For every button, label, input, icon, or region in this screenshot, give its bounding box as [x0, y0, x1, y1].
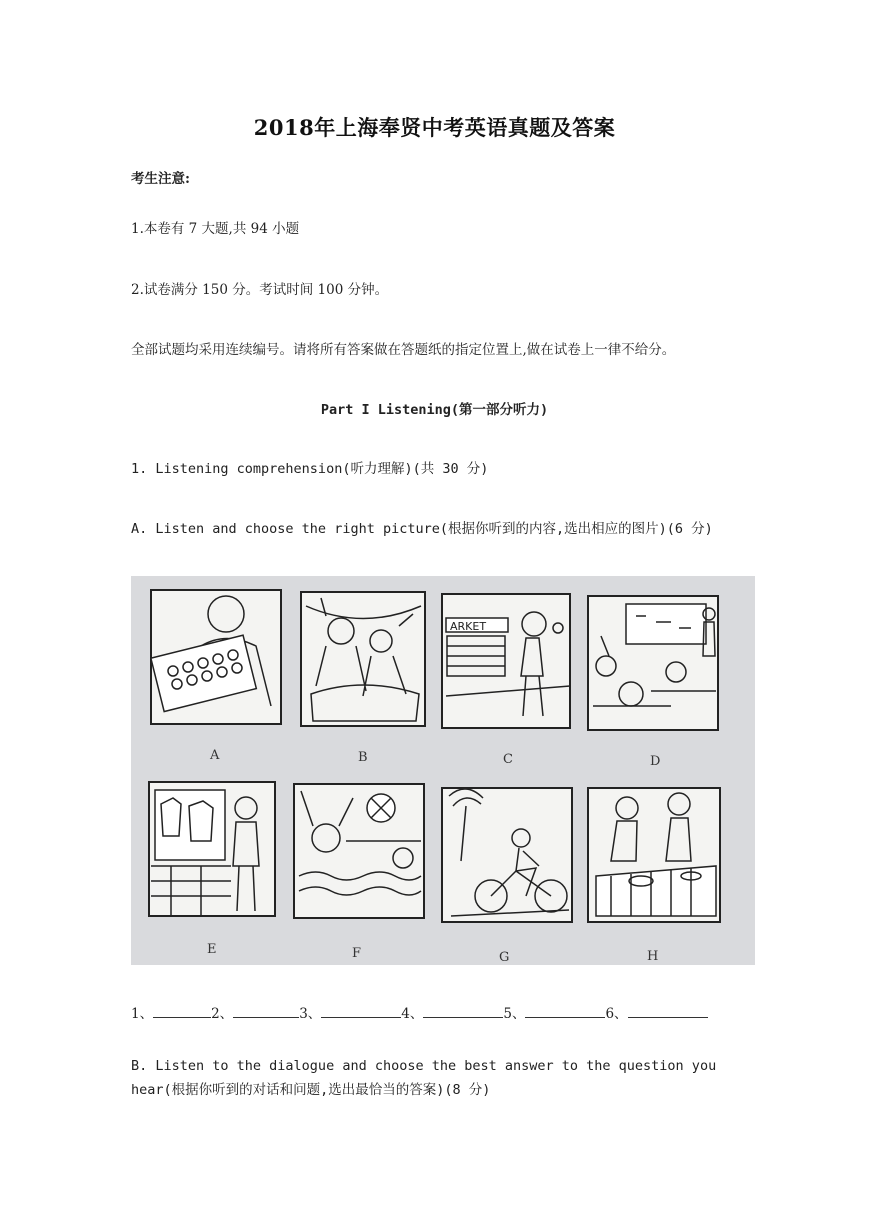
answer-blank-6[interactable] — [628, 1003, 708, 1018]
picture-label-b: B — [358, 750, 368, 765]
notice-item-2: 2.试卷满分 150 分。考试时间 100 分钟。 — [131, 282, 389, 298]
picture-label-f: F — [352, 946, 362, 961]
picture-label-c: C — [503, 752, 513, 767]
answer-number-4: 4、 — [401, 1006, 424, 1022]
answer-number-2: 2、 — [211, 1006, 234, 1022]
answer-blank-3[interactable] — [321, 1003, 401, 1018]
picture-label-h: H — [647, 949, 659, 964]
picture-frame-c — [442, 594, 570, 728]
picture-label-g: G — [499, 950, 510, 965]
picture-frame-f — [294, 784, 424, 918]
picture-label-e: E — [207, 942, 217, 957]
answer-blank-1[interactable] — [153, 1003, 211, 1018]
answer-blank-5[interactable] — [525, 1003, 605, 1018]
section-b-instruction: B. Listen to the dialogue and choose the best answer to the question you hear(根据你听到的对话和问题,选出最恰当的答案)(8 分) — [131, 1058, 717, 1098]
part-heading: Part I Listening(第一部分听力) — [320, 402, 549, 418]
answer-number-3: 3、 — [299, 1006, 322, 1022]
notice-item-1: 1.本卷有 7 大题,共 94 小题 — [131, 221, 300, 237]
document-title: 2018年上海奉贤中考英语真题及答案 — [253, 115, 616, 140]
notice-heading: 考生注意: — [131, 171, 190, 187]
answer-number-6: 6、 — [605, 1006, 628, 1022]
section-a-instruction: A. Listen and choose the right picture(根据你听到的内容,选出相应的图片)(6 分) — [131, 521, 713, 537]
market-sign-text: ARKET — [450, 620, 487, 633]
picture-label-a: A — [210, 748, 220, 763]
notice-item-3: 全部试题均采用连续编号。请将所有答案做在答题纸的指定位置上,做在试卷上一律不给分。 — [131, 342, 676, 358]
section-1-heading: 1. Listening comprehension(听力理解)(共 30 分) — [131, 461, 489, 477]
picture-label-d: D — [650, 754, 661, 769]
answer-blanks-row — [131, 1003, 708, 1025]
answer-number-1: 1、 — [131, 1006, 154, 1022]
answer-blank-2[interactable] — [233, 1003, 299, 1018]
listening-pictures-photo — [131, 576, 755, 965]
answer-blank-4[interactable] — [423, 1003, 503, 1018]
answer-number-5: 5、 — [503, 1006, 526, 1022]
